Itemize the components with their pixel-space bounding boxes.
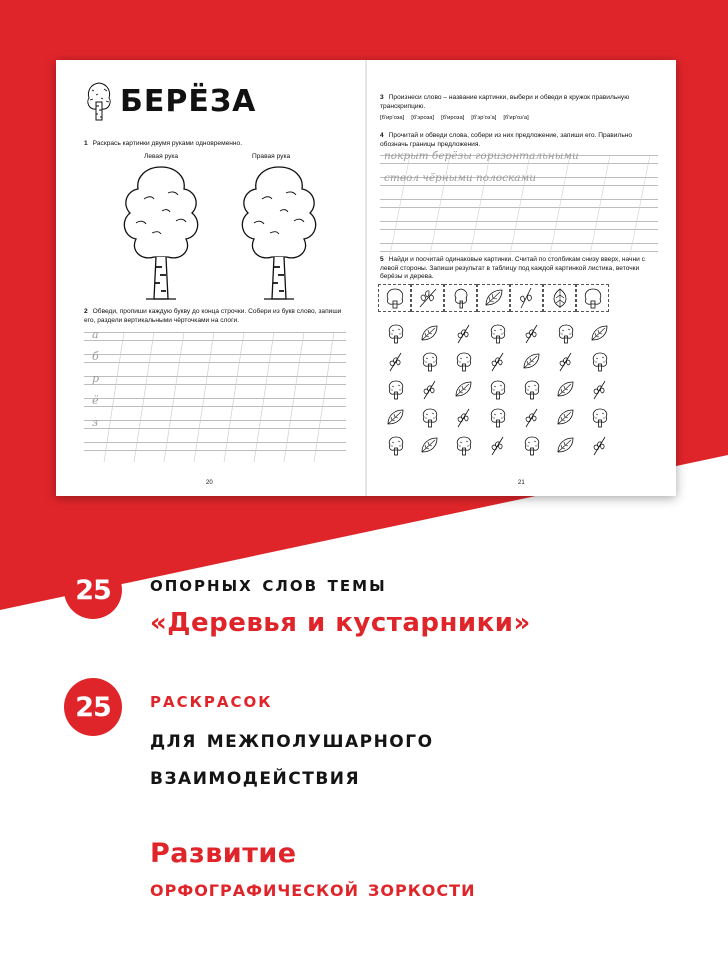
transcription-option[interactable]: [б'ир'оза] [380,115,405,121]
trace-letter: р [92,372,100,385]
leaf-icon [482,287,506,309]
trace-sentence: покрыт берёзы горизонтальными [384,150,579,162]
trace-letter: а [92,328,99,341]
feature-1-line-2: «Деревья и кустарники» [150,608,531,638]
closing-line-1: Развитие [150,838,297,869]
task-number: 3 [380,94,384,101]
page-number: 21 [518,480,525,486]
feature-2-line-2: для межполушарного [150,725,434,753]
transcription-option[interactable]: [б'ироза] [441,115,465,121]
answer-cell[interactable] [411,284,444,312]
transcription-option[interactable]: [б'ир'оз'а] [503,115,529,121]
task-text: Раскрась картинки двумя руками одновременно. [92,140,243,147]
trace-letter: б [92,350,99,363]
workbook-spread [56,60,676,496]
picture-grid [384,322,624,472]
answer-cell[interactable] [543,284,576,312]
branch-icon [515,287,539,309]
answer-cell[interactable] [510,284,543,312]
closing-line-2: орфографической зоркости [150,876,476,902]
task-text: Прочитай и обведи слова, собери из них предложение, запиши его. Правильно обозначь границы предложения. [380,132,633,148]
transcription-option[interactable]: [б'эроза] [411,115,435,121]
trace-letter: з [92,416,98,429]
transcription-option[interactable]: [б'эр'оз'а] [471,115,497,121]
branch-icon [416,287,440,309]
task-number: 2 [84,308,88,315]
answer-cell[interactable] [378,284,411,312]
task-number: 5 [380,256,384,263]
task-text: Обведи, пропиши каждую букву до конца строчки. Собери из букв слово, запиши его, раздели вертикальными чёрточками на слоги. [84,308,342,324]
answer-cell[interactable] [444,284,477,312]
left-hand-label: Левая рука [144,153,179,160]
feature-2-line-1: раскрасок [150,688,273,713]
page-number: 20 [206,480,213,486]
answer-table [378,284,609,312]
task-4 [380,132,660,149]
birch-tree-icon [84,80,114,122]
task-text: Произнеси слово – название картинки, выбери и обведи в кружок правильную транскрипцию. [380,94,630,110]
task-5 [380,256,660,282]
answer-cell[interactable] [576,284,609,312]
handwriting-lines-right [380,150,658,255]
right-page [366,60,676,496]
handwriting-lines-left [84,328,346,467]
task-3 [380,94,660,111]
task-number: 1 [84,140,88,147]
answer-cell[interactable] [477,284,510,312]
trace-letter: ё [92,394,99,407]
trace-sentence: ствол чёрными полосками [384,172,537,184]
tree-icon [449,287,473,309]
left-page [56,60,366,496]
task-text: Найди и посчитай одинаковые картинки. Считай по столбикам снизу вверх, начни с левой стороны. Запиши результат в таблицу под каждой картинкой листика, веточки берёзы и дерева. [380,256,645,280]
feature-1-line-1: опорных слов темы [150,572,387,597]
task-2 [84,308,346,325]
page-title: БЕРЁЗА [120,83,257,119]
birch-coloring-left [116,163,206,303]
right-hand-label: Правая рука [252,153,291,160]
task-number: 4 [380,132,384,139]
leaf-icon [548,287,572,309]
count-badge: 25 [64,678,122,736]
feature-2-line-3: взаимодействия [150,762,361,790]
tree-icon [581,287,605,309]
title-block [84,80,256,122]
count-badge: 25 [64,561,122,619]
task-1 [84,140,354,149]
transcription-options [380,115,529,121]
birch-coloring-right [234,163,324,303]
tree-icon [383,287,407,309]
